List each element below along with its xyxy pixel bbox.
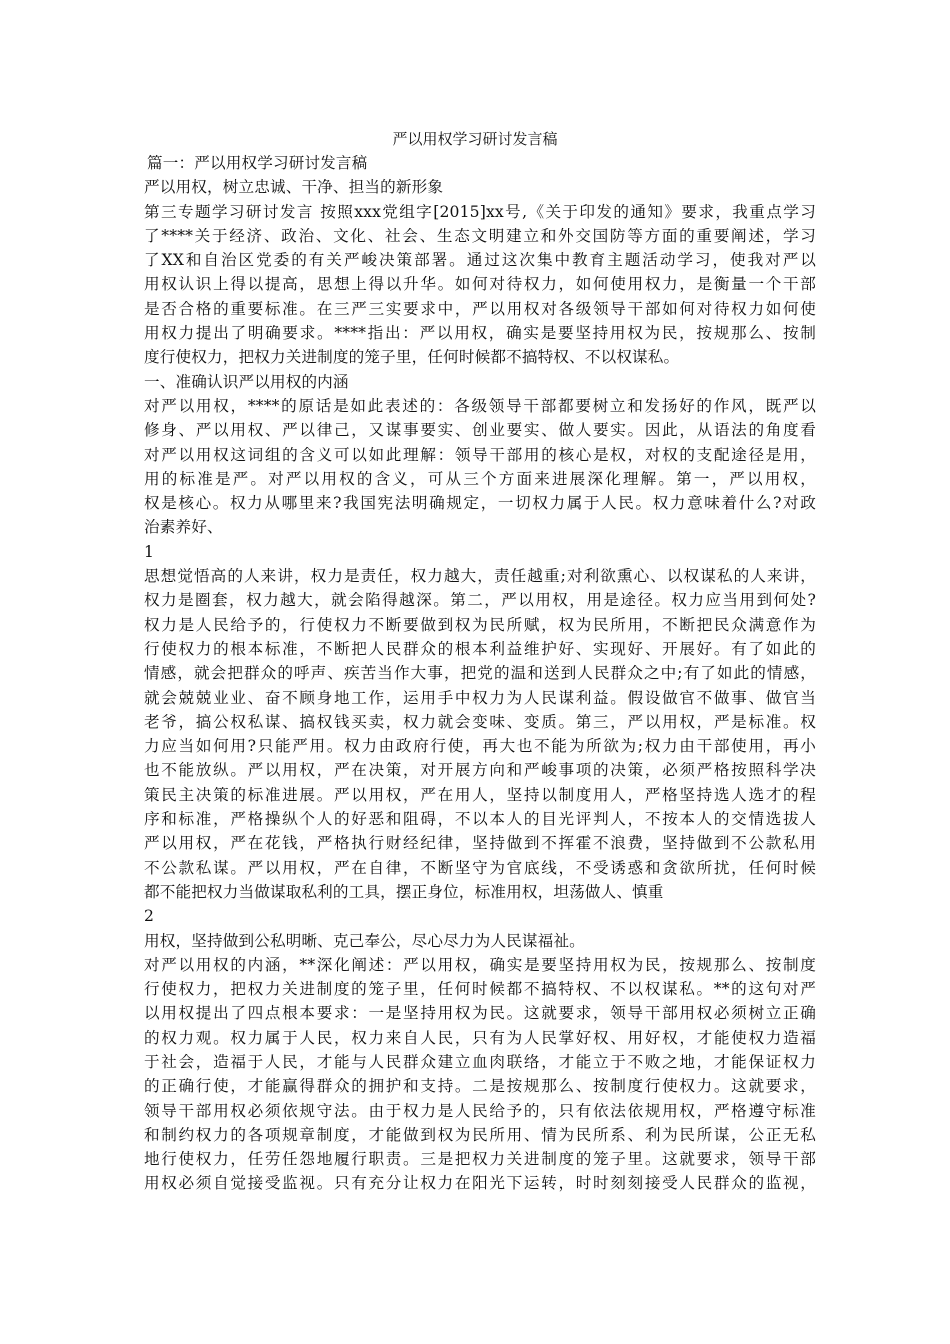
text-line: 第三专题学习研讨发言 按照xxx党组字[2015]xx号,《关于印发的通知》要求，我重点学习	[144, 202, 816, 221]
text-line: 不公款私谋。严以用权，严在自律，不断坚守为官底线，不受诱惑和贪欲所扰，任何时候	[144, 858, 816, 877]
text-line: 的权力观。权力属于人民，权力来自人民，只有为人民掌好权、用好权，才能使权力造福	[144, 1028, 816, 1047]
text-line: 修身、严以用权、严以律己，又谋事要实、创业要实、做人要实。因此，从语法的角度看	[144, 421, 816, 440]
text-line: 严以用权，严在花钱，严格执行财经纪律，坚持做到不挥霍不浪费，坚持做到不公款私用	[144, 834, 816, 853]
text-line: 用权，坚持做到公私明晰、克己奉公，尽心尽力为人民谋福祉。	[144, 931, 585, 950]
text-line: 于社会，造福于人民，才能与人民群众建立血肉联络，才能立于不败之地，才能保证权力	[144, 1052, 816, 1071]
text-line: 1	[144, 542, 155, 561]
text-line: 老爷，搞公权私谋、搞权钱买卖，权力就会变味、变质。第三，严以用权，严是标准。权	[144, 712, 816, 731]
text-line: 对严以用权的内涵，**深化阐述：严以用权，确实是要坚持用权为民，按规那么、按制度	[144, 955, 816, 974]
text-line: 严以用权，树立忠诚、干净、担当的新形象	[144, 178, 444, 197]
text-line: 和制约权力的各项规章制度，才能做到权为民所用、情为民所系、利为民所谋，公正无私	[144, 1125, 816, 1144]
text-line: 了****关于经济、政治、文化、社会、生态文明建立和外交国防等方面的重要阐述，学习	[144, 226, 816, 245]
text-line: 就会兢兢业业、奋不顾身地工作，运用手中权力为人民谋利益。假设做官不做事、做官当	[144, 688, 816, 707]
document-title: 严以用权学习研讨发言稿	[392, 130, 558, 148]
text-line: 是否合格的重要标准。在三严三实要求中，严以用权对各级领导干部如何对待权力如何使	[144, 299, 816, 318]
text-line: 一、准确认识严以用权的内涵	[144, 372, 349, 391]
text-line: 地行使权力，任劳任怨地履行职责。三是把权力关进制度的笼子里。这就要求，领导干部	[144, 1150, 816, 1169]
text-line: 对严以用权，****的原话是如此表述的：各级领导干部都要树立和发扬好的作风，既严以	[144, 396, 816, 415]
text-line: 都不能把权力当做谋取私利的工具，摆正身位，标准用权，坦荡做人、慎重	[144, 882, 664, 901]
text-line: 策民主决策的标准进展。严以用权，严在用人，坚持以制度用人，严格坚持选人选才的程	[144, 785, 816, 804]
text-line: 序和标准，严格操纵个人的好恶和阻碍，不以本人的目光评判人，不按本人的交情选拔人	[144, 810, 816, 829]
text-line: 权力是人民给予的，行使权力不断要做到权为民所赋，权为民所用，不断把民众满意作为	[144, 615, 816, 634]
text-line: 力应当如何用?只能严用。权力由政府行使，再大也不能为所欲为;权力由干部使用，再小	[144, 737, 816, 756]
text-line: 权是核心。权力从哪里来?我国宪法明确规定，一切权力属于人民。权力意味着什么?对政	[144, 494, 816, 513]
text-line: 治素养好、	[144, 518, 223, 537]
text-line: 用权力提出了明确要求。****指出：严以用权，确实是要坚持用权为民，按规那么、按制	[144, 324, 816, 343]
text-line: 行使权力，把权力关进制度的笼子里，任何时候都不搞特权、不以权谋私。**的这句对严	[144, 980, 816, 999]
text-line: 了XX和自治区党委的有关严峻决策部署。通过这次集中教育主题活动学习，使我对严以	[144, 251, 816, 270]
text-line: 也不能放纵。严以用权，严在决策，对开展方向和严峻事项的决策，必须严格按照科学决	[144, 761, 816, 780]
document-body	[144, 151, 816, 1196]
text-line: 用权必须自觉接受监视。只有充分让权力在阳光下运转，时时刻刻接受人民群众的监视，	[144, 1174, 816, 1193]
text-line: 领导干部用权必须依规守法。由于权力是人民给予的，只有依法依规用权，严格遵守标准	[144, 1101, 816, 1120]
text-line: 用权认识上得以提高，思想上得以升华。如何对待权力，如何使用权力，是衡量一个干部	[144, 275, 816, 294]
text-line: 情感，就会把群众的呼声、疾苦当作大事，把党的温和送到人民群众之中;有了如此的情感，	[144, 664, 816, 683]
text-line: 度行使权力，把权力关进制度的笼子里，任何时候都不搞特权、不以权谋私。	[144, 348, 680, 367]
text-line: 行使权力的根本标准，不断把人民群众的根本利益维护好、实现好、开展好。有了如此的	[144, 639, 816, 658]
text-line: 以用权提出了四点根本要求：一是坚持用权为民。这就要求，领导干部用权必须树立正确	[144, 1004, 816, 1023]
text-line: 权力是圈套，权力越大，就会陷得越深。第二，严以用权，用是途径。权力应当用到何处?	[144, 591, 816, 610]
text-line: 篇一：严以用权学习研讨发言稿	[147, 154, 368, 172]
text-line: 2	[144, 907, 155, 926]
text-line: 用的标准是严。对严以用权的含义，可从三个方面来进展深化理解。第一，严以用权，	[144, 469, 816, 488]
text-line: 的正确行使，才能赢得群众的拥护和支持。二是按规那么、按制度行使权力。这就要求，	[144, 1077, 816, 1096]
text-line: 思想觉悟高的人来讲，权力是责任，权力越大，责任越重;对利欲熏心、以权谋私的人来讲，	[144, 567, 816, 586]
text-line: 对严以用权这词组的含义可以如此理解：领导干部用的核心是权，对权的支配途径是用，	[144, 445, 816, 464]
